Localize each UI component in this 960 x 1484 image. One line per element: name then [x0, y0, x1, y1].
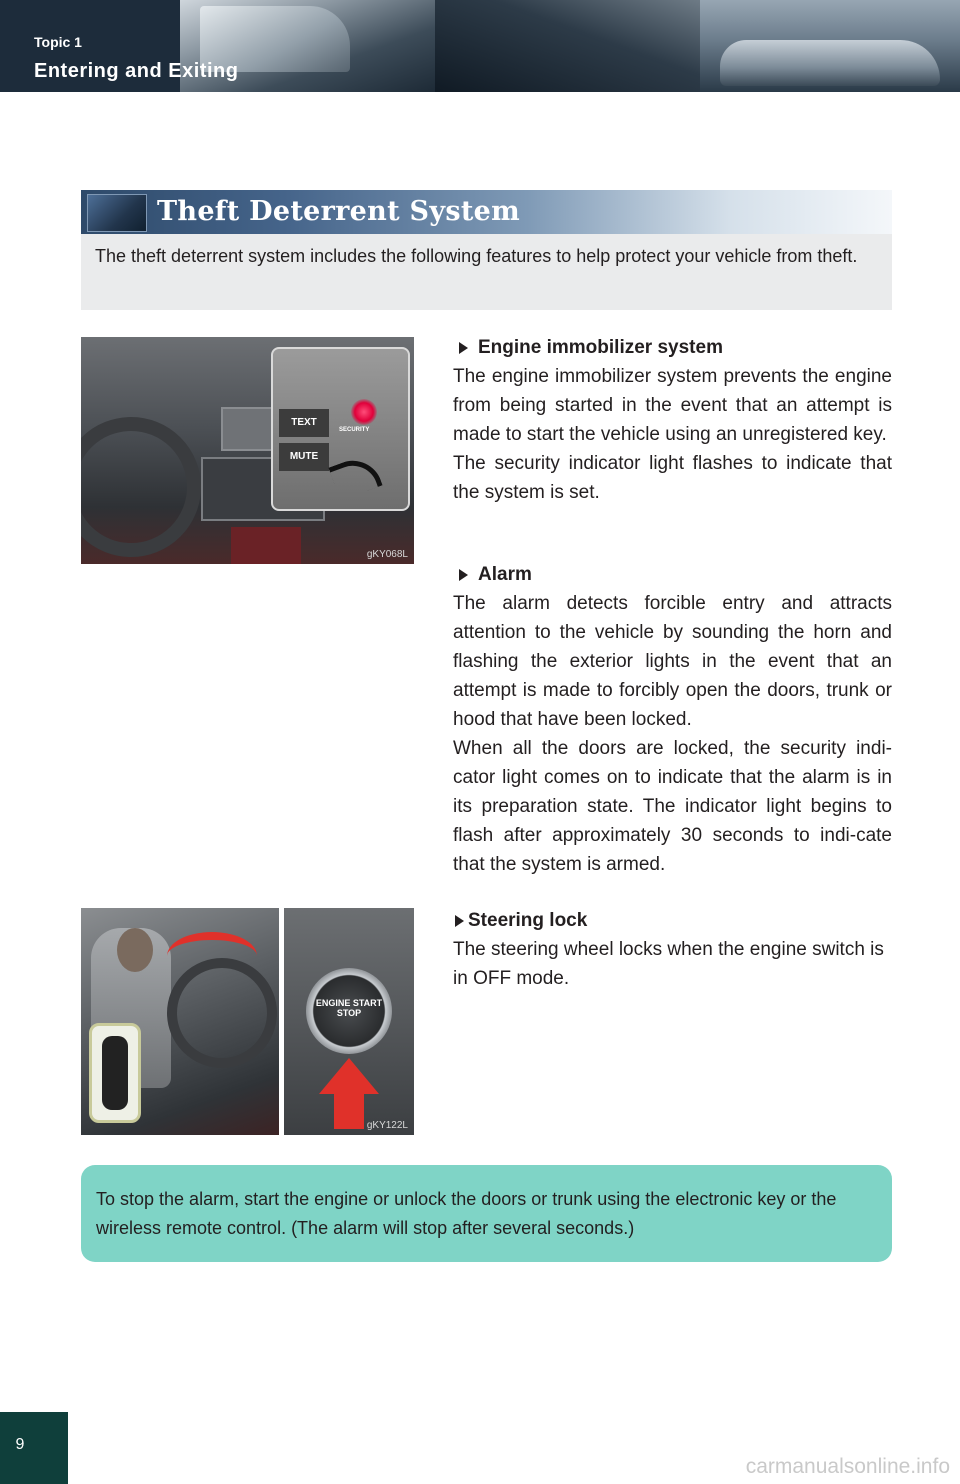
bullet-triangle-icon: [455, 915, 464, 927]
feature-alarm: [453, 560, 892, 879]
section-title-bar: [81, 190, 892, 234]
feature-paragraph: The engine immobilizer system prevents the engine from being started in the event that an attempt is made to start the vehicle using an unregistered key.: [453, 366, 892, 445]
image-code: gKY122L: [366, 1120, 408, 1131]
topic-header-banner: [0, 0, 960, 92]
header-photo-interior: [435, 0, 700, 92]
feature-heading: [453, 906, 892, 935]
feature-engine-immobilizer: [453, 333, 892, 507]
security-light-icon: [351, 399, 377, 425]
security-label: SECURITY: [339, 427, 370, 433]
electronic-key-icon: [89, 1023, 141, 1123]
security-indicator-inset: [271, 347, 410, 511]
image-code: gKY068L: [366, 549, 408, 560]
page-number-tab: [0, 1412, 68, 1484]
note-box: [81, 1165, 892, 1262]
topic-title: Entering and Exiting: [34, 60, 239, 82]
watermark: carmanualsonline.info: [745, 1455, 950, 1478]
text-button-graphic: TEXT: [279, 409, 329, 437]
intro-text: The theft deterrent system includes the following features to help protect your vehicle from theft.: [95, 246, 858, 266]
page-number: 9: [15, 1436, 25, 1453]
intro-box: [81, 234, 892, 310]
curved-arrow-icon: [328, 452, 382, 500]
bullet-triangle-icon: [459, 342, 468, 354]
feature-heading-text: Alarm: [478, 564, 532, 585]
header-photo-car: [700, 0, 960, 92]
engine-start-button-image: [284, 908, 414, 1135]
feature-heading: [453, 333, 892, 362]
start-button-label: ENGINE START STOP: [315, 998, 383, 1018]
section-thumbnail: [87, 194, 147, 232]
feature-heading-text: Steering lock: [468, 910, 588, 931]
topic-label: Topic 1: [34, 34, 82, 50]
feature-paragraph: When all the doors are locked, the security indi-cator light comes on to indicate that the alarm is in its preparation state. The indicator light begins to flash after approximately 30 seconds to indi-cate that the system is armed.: [453, 738, 892, 875]
note-text: To stop the alarm, start the engine or unlock the doors or trunk using the electronic key or the wireless remote control. (The alarm will stop after several seconds.): [96, 1189, 837, 1238]
steering-lock-image: [81, 908, 279, 1135]
bullet-triangle-icon: [459, 569, 468, 581]
feature-paragraph: The security indicator light flashes to indicate that the system is set.: [453, 453, 892, 503]
rotate-arrow-icon: [167, 932, 257, 980]
dashboard-security-indicator-image: [81, 337, 414, 564]
feature-paragraph: The steering wheel locks when the engine switch is in OFF mode.: [453, 939, 884, 989]
feature-paragraph: The alarm detects forcible entry and attracts attention to the vehicle by sounding the horn and flashing the exterior lights in the event that an attempt is made to forcibly open the doors, trunk or hood that have been locked.: [453, 593, 892, 730]
feature-steering-lock: [453, 906, 892, 993]
feature-heading-text: Engine immobilizer system: [478, 337, 723, 358]
mute-button-graphic: MUTE: [279, 443, 329, 471]
feature-heading: [453, 560, 892, 589]
section-title: Theft Deterrent System: [157, 196, 520, 227]
press-arrow-icon: [319, 1058, 379, 1094]
